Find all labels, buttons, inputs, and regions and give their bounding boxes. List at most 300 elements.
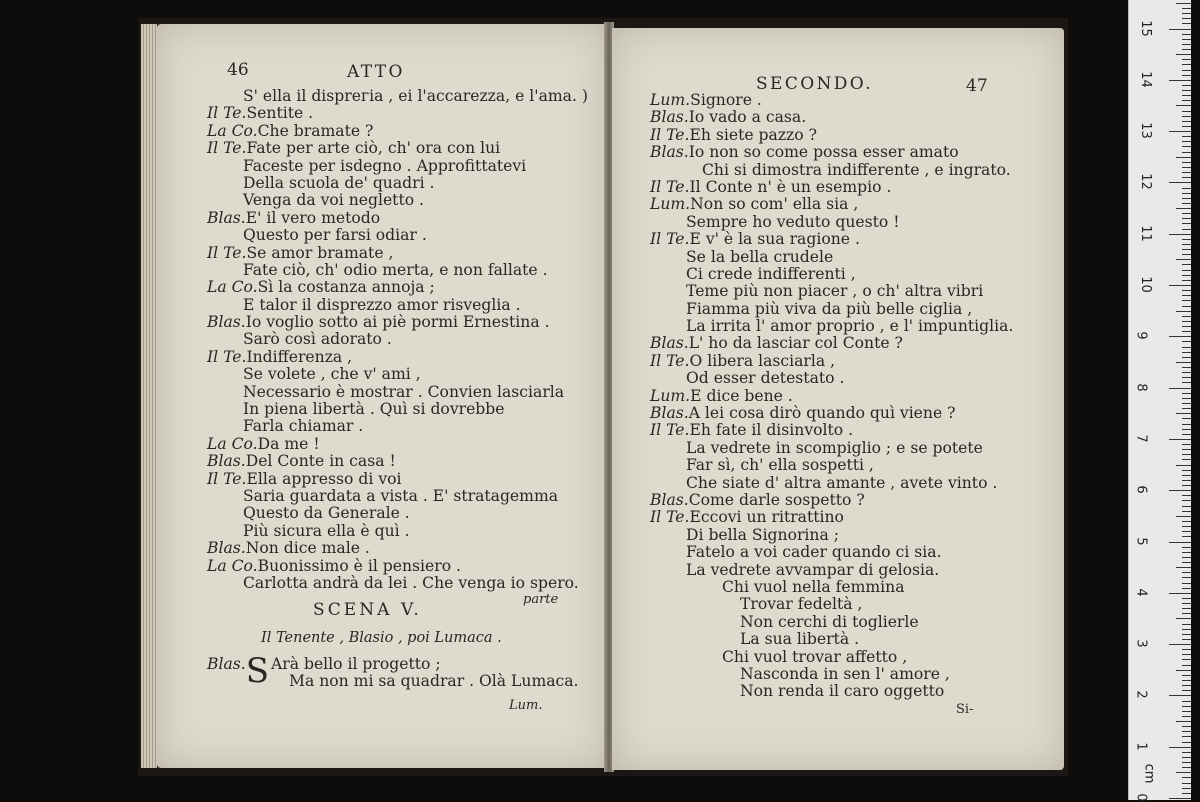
ruler-tick	[1182, 500, 1191, 501]
line-text: Questo da Generale .	[243, 504, 410, 523]
line-text: Sarò così adorato .	[243, 330, 392, 349]
text-line	[650, 318, 1013, 335]
ruler-tick	[1182, 203, 1191, 204]
text-line	[207, 540, 588, 557]
ruler-tick	[1169, 490, 1191, 491]
line-text: Ella appresso di voi	[246, 469, 402, 488]
text-line	[650, 144, 1013, 161]
text-line	[207, 453, 588, 470]
text-line	[207, 262, 588, 279]
text-line	[207, 505, 588, 522]
speaker-label: Il Te.	[650, 421, 690, 440]
ruler-tick	[1182, 177, 1191, 178]
text-line	[650, 422, 1013, 439]
text-line	[207, 105, 588, 122]
ruler-tick	[1182, 531, 1191, 532]
ruler-tick	[1182, 444, 1191, 445]
line-text: La vedrete avvampar di gelosia.	[686, 560, 940, 579]
ruler-tick	[1182, 552, 1191, 553]
ruler-tick	[1182, 418, 1191, 419]
line-text: Eh siete pazzo ?	[689, 125, 817, 144]
ruler-tick	[1182, 13, 1191, 14]
ruler-tick	[1182, 665, 1191, 666]
left-text-block	[207, 88, 588, 592]
ruler-tick	[1182, 685, 1191, 686]
ruler-tick	[1182, 44, 1191, 45]
line-text: Chi vuol nella femmina	[722, 577, 905, 596]
ruler-tick	[1169, 798, 1191, 799]
text-line	[650, 92, 1013, 109]
ruler-tick	[1182, 357, 1191, 358]
line-text: Fatelo a voi cader quando ci sia.	[686, 543, 942, 562]
ruler-tick	[1176, 3, 1191, 4]
speaker-label: Il Te.	[207, 139, 247, 158]
speaker-label: La Co.	[207, 434, 258, 453]
ruler-tick	[1169, 182, 1191, 183]
ruler-tick	[1182, 583, 1191, 584]
line-text: E dice bene .	[690, 386, 793, 405]
speaker-label: Blas.	[207, 313, 246, 332]
ruler-tick	[1182, 270, 1191, 271]
line-text: Sì la costanza annoja ;	[257, 278, 435, 297]
text-line	[650, 544, 1013, 561]
line-text: La sua libertà .	[740, 630, 860, 649]
scene-line-2: Ma non mi sa quadrar . Olà Lumaca.	[289, 672, 579, 691]
ruler-tick	[1182, 577, 1191, 578]
ruler-tick	[1176, 465, 1191, 466]
speaker-label: Il Te.	[207, 347, 247, 366]
ruler-tick	[1182, 352, 1191, 353]
scene-opening	[207, 651, 579, 691]
ruler-tick	[1176, 259, 1191, 260]
ruler-tick	[1182, 398, 1191, 399]
ruler-tick	[1182, 762, 1191, 763]
ruler-tick	[1176, 157, 1191, 158]
ruler-tick	[1169, 644, 1191, 645]
line-text: In piena libertà . Quì si dovrebbe	[243, 400, 505, 419]
measuring-ruler	[1128, 0, 1191, 800]
ruler-tick	[1182, 326, 1191, 327]
right-catchword: Si-	[956, 702, 974, 717]
ruler-number: 6	[1133, 485, 1149, 494]
ruler-number: 0	[1133, 793, 1149, 802]
right-running-header: SECONDO.	[756, 74, 873, 94]
ruler-tick	[1182, 470, 1191, 471]
ruler-tick	[1182, 757, 1191, 758]
ruler-number: 8	[1133, 382, 1149, 392]
text-line	[207, 366, 588, 383]
ruler-number: 11	[1137, 224, 1153, 242]
text-line	[207, 192, 588, 209]
ruler-tick	[1182, 121, 1191, 122]
catchword-parte: parte	[523, 592, 559, 607]
ruler-tick	[1176, 618, 1191, 619]
speaker-label: Il Te.	[207, 104, 247, 123]
scene-line-1: Arà bello il progetto ;	[271, 655, 441, 673]
speaker-label: La Co.	[207, 121, 258, 140]
line-text: Faceste per isdegno . Approfittatevi	[243, 156, 527, 175]
ruler-tick	[1182, 213, 1191, 214]
ruler-tick	[1182, 377, 1191, 378]
ruler-number: 13	[1137, 122, 1153, 139]
speaker-label: Blas.	[650, 143, 689, 162]
ruler-tick	[1182, 34, 1191, 35]
ruler-tick	[1182, 146, 1191, 147]
speaker-label: Lum.	[650, 386, 691, 405]
ruler-tick	[1182, 675, 1191, 676]
text-line	[650, 631, 1013, 648]
line-text: Che bramate ?	[257, 121, 374, 140]
speaker-label: Il Te.	[650, 177, 690, 196]
line-text: Saria guardata a vista . E' stratagemma	[243, 486, 559, 505]
ruler-number: 1	[1133, 742, 1149, 751]
ruler-tick	[1182, 111, 1191, 112]
speaker-label: Blas.	[207, 208, 246, 227]
ruler-tick	[1182, 249, 1191, 250]
ruler-tick	[1182, 511, 1191, 512]
ruler-number: 3	[1133, 639, 1149, 648]
text-line	[650, 527, 1013, 544]
ruler-tick	[1176, 413, 1191, 414]
ruler-number: 5	[1133, 536, 1149, 546]
text-line	[650, 353, 1013, 370]
text-line	[207, 331, 588, 348]
ruler-tick	[1182, 557, 1191, 558]
ruler-tick	[1182, 777, 1191, 778]
line-text: Io voglio sotto ai piè pormi Ernestina .	[245, 313, 550, 332]
ruler-tick	[1182, 475, 1191, 476]
ruler-tick	[1182, 547, 1191, 548]
ruler-tick	[1182, 152, 1191, 153]
line-text: Ci crede indifferenti ,	[686, 264, 856, 283]
ruler-tick	[1182, 264, 1191, 265]
speaker-label: Lum.	[650, 195, 691, 214]
speaker-label: Blas.	[650, 490, 689, 509]
line-text: Se amor bramate ,	[246, 243, 394, 262]
ruler-tick	[1176, 208, 1191, 209]
ruler-tick	[1182, 711, 1191, 712]
ruler-tick	[1182, 116, 1191, 117]
text-line	[650, 492, 1013, 509]
line-text: Più sicura ella è quì .	[243, 521, 410, 540]
text-line	[650, 335, 1013, 352]
ruler-number: 10	[1137, 276, 1153, 293]
line-text: Io vado a casa.	[688, 108, 807, 127]
ruler-tick	[1182, 783, 1191, 784]
text-line	[650, 388, 1013, 405]
ruler-tick	[1182, 726, 1191, 727]
line-text: Non dice male .	[245, 539, 370, 558]
speaker-label: La Co.	[207, 556, 258, 575]
ruler-tick	[1182, 341, 1191, 342]
ruler-tick	[1182, 188, 1191, 189]
ruler-tick	[1182, 434, 1191, 435]
line-text: Buonissimo è il pensiero .	[257, 556, 462, 575]
line-text: Far sì, ch' ella sospetti ,	[686, 456, 874, 475]
line-text: Io non so come possa esser amato	[688, 143, 959, 162]
right-page-number: 47	[966, 76, 988, 96]
ruler-tick	[1182, 162, 1191, 163]
ruler-tick	[1169, 747, 1191, 748]
line-text: La vedrete in scompiglio ; e se potete	[686, 438, 983, 457]
ruler-tick	[1182, 603, 1191, 604]
speaker-label: La Co.	[207, 278, 258, 297]
ruler-number: 2	[1133, 690, 1149, 700]
text-line	[650, 370, 1013, 387]
text-line	[207, 314, 588, 331]
line-text: Da me !	[257, 434, 320, 453]
ruler-tick	[1176, 772, 1191, 773]
text-line	[207, 558, 588, 575]
ruler-tick	[1169, 439, 1191, 440]
line-text: Se volete , che v' ami ,	[243, 365, 421, 384]
ruler-tick	[1182, 598, 1191, 599]
ruler-tick	[1182, 649, 1191, 650]
ruler-number: 12	[1137, 173, 1153, 191]
ruler-tick	[1176, 362, 1191, 363]
line-text: O libera lasciarla ,	[689, 351, 836, 370]
line-text: Eh fate il disinvolto .	[689, 421, 854, 440]
text-line	[207, 384, 588, 401]
line-text: Carlotta andrà da lei . Che venga io spero.	[243, 573, 579, 592]
ruler-tick	[1182, 18, 1191, 19]
line-text: L' ho da lasciar col Conte ?	[688, 334, 903, 353]
speaker-label: Blas.	[207, 452, 246, 471]
ruler-tick	[1182, 459, 1191, 460]
line-text: Del Conte in casa !	[245, 452, 396, 471]
ruler-tick	[1182, 393, 1191, 394]
ruler-tick	[1182, 506, 1191, 507]
text-line	[207, 175, 588, 192]
ruler-tick	[1182, 526, 1191, 527]
ruler-tick	[1182, 793, 1191, 794]
ruler-tick	[1182, 485, 1191, 486]
scene-title: SCENA V.	[313, 600, 422, 620]
ruler-tick	[1182, 562, 1191, 563]
ruler-tick	[1169, 285, 1191, 286]
ruler-tick	[1182, 767, 1191, 768]
ruler-tick	[1182, 141, 1191, 142]
ruler-tick	[1182, 23, 1191, 24]
ruler-tick	[1182, 408, 1191, 409]
text-line	[650, 666, 1013, 683]
text-line	[650, 231, 1013, 248]
text-line	[207, 488, 588, 505]
line-text: Se la bella crudele	[686, 247, 834, 266]
ruler-tick	[1169, 695, 1191, 696]
ruler-tick	[1182, 64, 1191, 65]
ruler-tick	[1182, 229, 1191, 230]
line-text: S' ella il disprегia , ei l'accarezza, e l'ama. )	[243, 87, 588, 105]
ruler-tick	[1182, 300, 1191, 301]
line-text: A lei cosa dirò quando quì viene ?	[688, 404, 956, 423]
text-line	[650, 127, 1013, 144]
line-text: Venga da voi negletto .	[243, 191, 425, 210]
ruler-tick	[1182, 624, 1191, 625]
line-text: Eccovi un ritrattino	[689, 508, 844, 527]
left-page	[157, 24, 607, 768]
ruler-tick	[1176, 311, 1191, 312]
line-text: Nasconda in sen l' amore ,	[740, 664, 950, 683]
text-line	[650, 162, 1013, 179]
text-line	[650, 249, 1013, 266]
text-line	[207, 227, 588, 244]
text-line	[207, 140, 588, 157]
ruler-tick	[1182, 198, 1191, 199]
ruler-tick	[1182, 100, 1191, 101]
ruler-tick	[1182, 49, 1191, 50]
line-text: Non so com' ella sia ,	[690, 195, 859, 214]
text-line	[650, 109, 1013, 126]
speaker-label: Blas.	[207, 655, 246, 673]
ruler-tick	[1182, 136, 1191, 137]
ruler-tick	[1182, 59, 1191, 60]
line-text: Chi vuol trovar affetto ,	[722, 647, 908, 666]
text-line	[650, 596, 1013, 613]
ruler-tick	[1169, 234, 1191, 235]
text-line	[650, 683, 1013, 700]
page-edges	[141, 24, 157, 768]
line-text: Fate ciò, ch' odio merta, e non fallate .	[243, 260, 548, 279]
speaker-label: Il Te.	[650, 351, 690, 370]
ruler-tick	[1182, 75, 1191, 76]
text-line	[650, 179, 1013, 196]
ruler-tick	[1176, 105, 1191, 106]
ruler-number: 9	[1133, 331, 1149, 340]
ruler-tick	[1182, 536, 1191, 537]
ruler-tick	[1182, 367, 1191, 368]
ruler-number: 14	[1137, 71, 1153, 88]
line-text: Farla chiamar .	[243, 417, 364, 436]
ruler-tick	[1182, 736, 1191, 737]
ruler-tick	[1182, 742, 1191, 743]
ruler-tick	[1182, 495, 1191, 496]
speaker-label: Il Te.	[650, 508, 690, 527]
ruler-tick	[1182, 403, 1191, 404]
left-catchword: Lum.	[509, 698, 543, 713]
line-text: E' il vero metodo	[245, 208, 381, 227]
ruler-tick	[1182, 275, 1191, 276]
text-line	[207, 297, 588, 314]
ruler-tick	[1182, 572, 1191, 573]
ruler-tick	[1182, 95, 1191, 96]
ruler-tick	[1182, 629, 1191, 630]
ruler-tick	[1182, 126, 1191, 127]
text-line	[650, 614, 1013, 631]
text-line	[207, 123, 588, 140]
speaker-label: Blas.	[650, 404, 689, 423]
text-line	[650, 440, 1013, 457]
ruler-tick	[1182, 716, 1191, 717]
line-text: Non renda il caro oggetto	[740, 682, 945, 701]
ruler-number: 4	[1133, 588, 1149, 597]
ruler-tick	[1182, 321, 1191, 322]
left-running-header: ATTO	[347, 62, 405, 82]
text-line	[650, 405, 1013, 422]
ruler-tick	[1182, 382, 1191, 383]
text-line	[207, 418, 588, 435]
text-line	[207, 575, 588, 592]
line-text: Chi si dimostra indifferente , e ingrato.	[702, 160, 1011, 179]
ruler-tick	[1182, 290, 1191, 291]
ruler-tick	[1176, 54, 1191, 55]
ruler-tick	[1182, 588, 1191, 589]
text-line	[650, 283, 1013, 300]
ruler-tick	[1169, 388, 1191, 389]
line-text: Come darle sospetto ?	[688, 490, 865, 509]
ruler-number: 15	[1137, 19, 1153, 37]
ruler-tick	[1182, 608, 1191, 609]
line-text: Sempre ho veduto questo !	[686, 212, 900, 231]
ruler-tick	[1182, 295, 1191, 296]
text-line	[650, 562, 1013, 579]
text-line	[650, 214, 1013, 231]
ruler-tick	[1169, 593, 1191, 594]
line-text: Il Conte n' è un esempio .	[689, 177, 892, 196]
line-text: Teme più non piacer , o ch' altra vibri	[686, 282, 984, 301]
line-text: Od esser detestato .	[686, 369, 845, 388]
scene-cast: Il Tenente , Blasio , poi Lumaca .	[261, 630, 502, 646]
right-text-block	[650, 92, 1013, 701]
ruler-tick	[1176, 567, 1191, 568]
ruler-tick	[1169, 80, 1191, 81]
speaker-label: Blas.	[207, 539, 246, 558]
text-line	[650, 457, 1013, 474]
ruler-tick	[1169, 336, 1191, 337]
right-page	[612, 28, 1064, 770]
speaker-label: Il Te.	[650, 230, 690, 249]
line-text: Sentite .	[246, 104, 314, 123]
text-line	[207, 158, 588, 175]
left-page-number: 46	[227, 60, 249, 80]
ruler-tick	[1182, 218, 1191, 219]
ruler-tick	[1182, 680, 1191, 681]
ruler-tick	[1182, 90, 1191, 91]
ruler-tick	[1182, 39, 1191, 40]
ruler-tick	[1182, 659, 1191, 660]
ruler-tick	[1182, 172, 1191, 173]
text-line	[207, 401, 588, 418]
line-text: Della scuola de' quadri .	[243, 173, 435, 192]
ruler-tick	[1169, 29, 1191, 30]
ruler-tick	[1182, 654, 1191, 655]
line-text: Fate per arte ciò, ch' ora con lui	[246, 139, 501, 158]
text-line	[207, 210, 588, 227]
ruler-tick	[1182, 244, 1191, 245]
ruler-tick	[1176, 516, 1191, 517]
ruler-tick	[1182, 706, 1191, 707]
text-line	[207, 523, 588, 540]
line-text: Di bella Signorina ;	[686, 525, 839, 544]
line-text: Necessario è mostrar . Convien lasciarla	[243, 382, 565, 401]
line-text: Fiamma più viva da più belle ciglia ,	[686, 299, 973, 318]
ruler-tick	[1176, 721, 1191, 722]
ruler-tick	[1182, 316, 1191, 317]
ruler-tick	[1182, 613, 1191, 614]
ruler-tick	[1182, 223, 1191, 224]
speaker-label: Il Te.	[207, 469, 247, 488]
ruler-tick	[1176, 670, 1191, 671]
ruler-tick	[1182, 634, 1191, 635]
speaker-label: Il Te.	[650, 125, 690, 144]
text-line	[650, 196, 1013, 213]
line-text: Questo per farsi odiar .	[243, 226, 427, 245]
text-line	[650, 266, 1013, 283]
ruler-tick	[1182, 372, 1191, 373]
ruler-tick	[1182, 239, 1191, 240]
text-line	[650, 579, 1013, 596]
line-text: La irrita l' amor proprio , e l' impuntiglia.	[686, 317, 1014, 336]
